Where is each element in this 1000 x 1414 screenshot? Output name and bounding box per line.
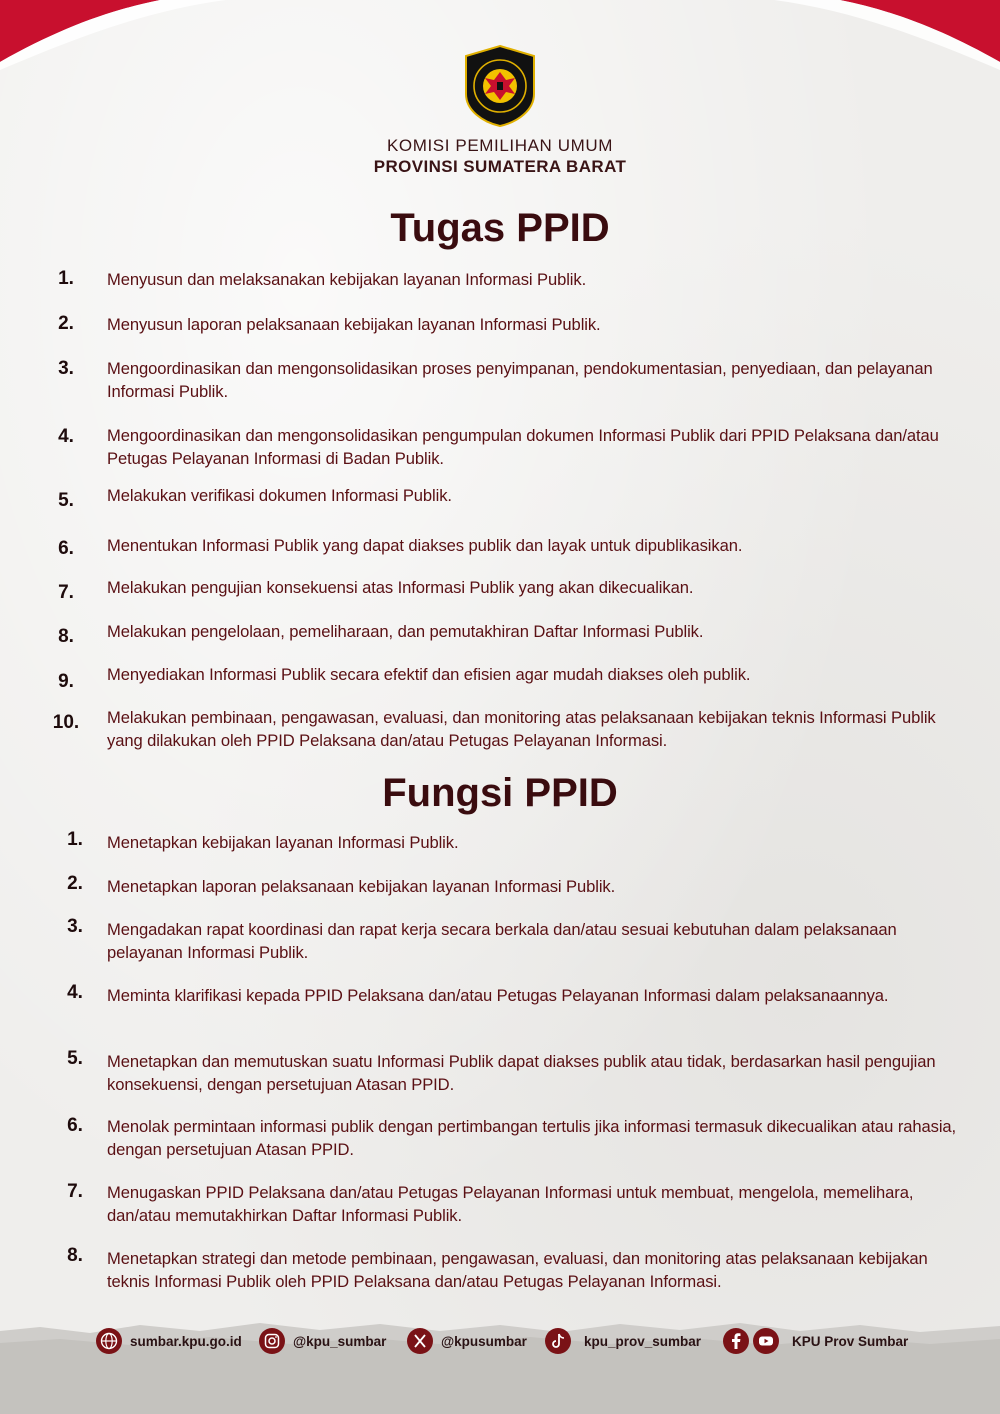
tugas-item-number: 9. [58,671,74,692]
fungsi-item-text: Menetapkan dan memutuskan suatu Informasi Publik dapat diakses publik atau tidak, berdasarkan hasil pengujian konsekuensi, dengan persetujuan Atasan PPID. [107,1052,936,1094]
tugas-item-text: Menyediakan Informasi Publik secara efektif dan efisien agar mudah diakses oleh publik. [107,665,751,684]
fungsi-item-number: 1. [67,829,83,850]
tiktok-link[interactable] [544,1324,701,1358]
fungsi-title: Fungsi PPID [382,771,618,815]
website-label: sumbar.kpu.go.id [130,1333,242,1349]
tugas-item-text: Mengoordinasikan dan mengonsolidasikan pengumpulan dokumen Informasi Publik dari PPID Pelaksana dan/atau Petugas Pelayanan Informasi di Badan Publik. [107,426,939,468]
tugas-item-text: Melakukan pengujian konsekuensi atas Informasi Publik yang akan dikecualikan. [107,578,694,597]
tugas-item-number: 8. [58,626,74,647]
instagram-label: @kpu_sumbar [293,1333,387,1349]
tugas-title: Tugas PPID [390,206,610,250]
youtube-icon [752,1327,780,1355]
tugas-item-number: 6. [58,538,74,559]
instagram-link[interactable] [258,1324,386,1358]
tugas-item-text: Menentukan Informasi Publik yang dapat diakses publik dan layak untuk dipublikasikan. [107,536,743,555]
fungsi-item-text: Mengadakan rapat koordinasi dan rapat kerja secara berkala dan/atau sesuai kebutuhan dalam pelaksanaan pelayanan Informasi Publik. [107,920,897,962]
tugas-item-number: 7. [58,582,74,603]
fungsi-item-text: Menetapkan laporan pelaksanaan kebijakan layanan Informasi Publik. [107,877,616,896]
website-link[interactable] [95,1324,242,1358]
globe-icon [95,1327,123,1355]
tugas-item-text: Melakukan pembinaan, pengawasan, evaluasi, dan monitoring atas pelaksanaan kebijakan teknis Informasi Publik yang dilakukan oleh PPID Pelaksana dan/atau Petugas Pelayanan Informasi. [107,708,936,750]
kpu-logo-icon [460,44,540,128]
fungsi-item-number: 2. [67,873,83,894]
tugas-item-text: Melakukan pengelolaan, pemeliharaan, dan pemutakhiran Daftar Informasi Publik. [107,622,704,641]
tugas-item-number: 10. [52,712,80,733]
fungsi-item-text: Menugaskan PPID Pelaksana dan/atau Petugas Pelayanan Informasi untuk membuat, mengelola, memelihara, dan/atau memutakhirkan Daftar Informasi Publik. [107,1183,914,1225]
tugas-item-number: 5. [58,490,74,511]
instagram-icon [258,1327,286,1355]
tugas-item-number: 4. [58,426,74,447]
fungsi-item-number: 6. [67,1115,83,1136]
tugas-item-text: Mengoordinasikan dan mengonsolidasikan proses penyimpanan, pendokumentasian, penyediaan, dan pelayanan Informasi Publik. [107,359,933,401]
tugas-item-number: 3. [58,358,74,379]
fungsi-item-text: Menetapkan kebijakan layanan Informasi Publik. [107,833,459,852]
x-link[interactable] [406,1324,527,1358]
tugas-item-number: 1. [58,268,74,289]
tiktok-label: kpu_prov_sumbar [584,1333,702,1349]
facebook-youtube-link[interactable] [722,1324,908,1358]
fungsi-item-number: 8. [67,1245,83,1266]
fungsi-item-text: Menolak permintaan informasi publik dengan pertimbangan tertulis jika informasi termasuk dikecualikan atau rahasia, dengan persetujuan Atasan PPID. [107,1117,957,1159]
tiktok-icon [544,1327,572,1355]
org-name-line2: PROVINSI SUMATERA BARAT [373,157,627,176]
fungsi-item-number: 7. [67,1181,83,1202]
x-icon [406,1327,434,1355]
tugas-item-number: 2. [58,313,74,334]
fungsi-item-number: 5. [67,1048,83,1069]
fungsi-item-text: Meminta klarifikasi kepada PPID Pelaksana dan/atau Petugas Pelayanan Informasi dalam pelaksanaannya. [107,986,889,1005]
header [0,44,1000,177]
tugas-item-text: Menyusun dan melaksanakan kebijakan layanan Informasi Publik. [107,270,587,289]
facebook-youtube-label: KPU Prov Sumbar [792,1333,909,1349]
tugas-item-text: Melakukan verifikasi dokumen Informasi Publik. [107,486,452,505]
tugas-item-text: Menyusun laporan pelaksanaan kebijakan layanan Informasi Publik. [107,315,601,334]
facebook-icon [722,1327,750,1355]
fungsi-item-number: 3. [67,916,83,937]
org-name-line1: KOMISI PEMILIHAN UMUM [386,136,614,155]
fungsi-item-text: Menetapkan strategi dan metode pembinaan, pengawasan, evaluasi, dan monitoring atas pelaksanaan kebijakan teknis Informasi Publik oleh PPID Pelaksana dan/atau Petugas Pelayanan Informasi. [107,1249,928,1291]
fungsi-item-number: 4. [67,982,83,1003]
x-label: @kpusumbar [441,1333,527,1349]
